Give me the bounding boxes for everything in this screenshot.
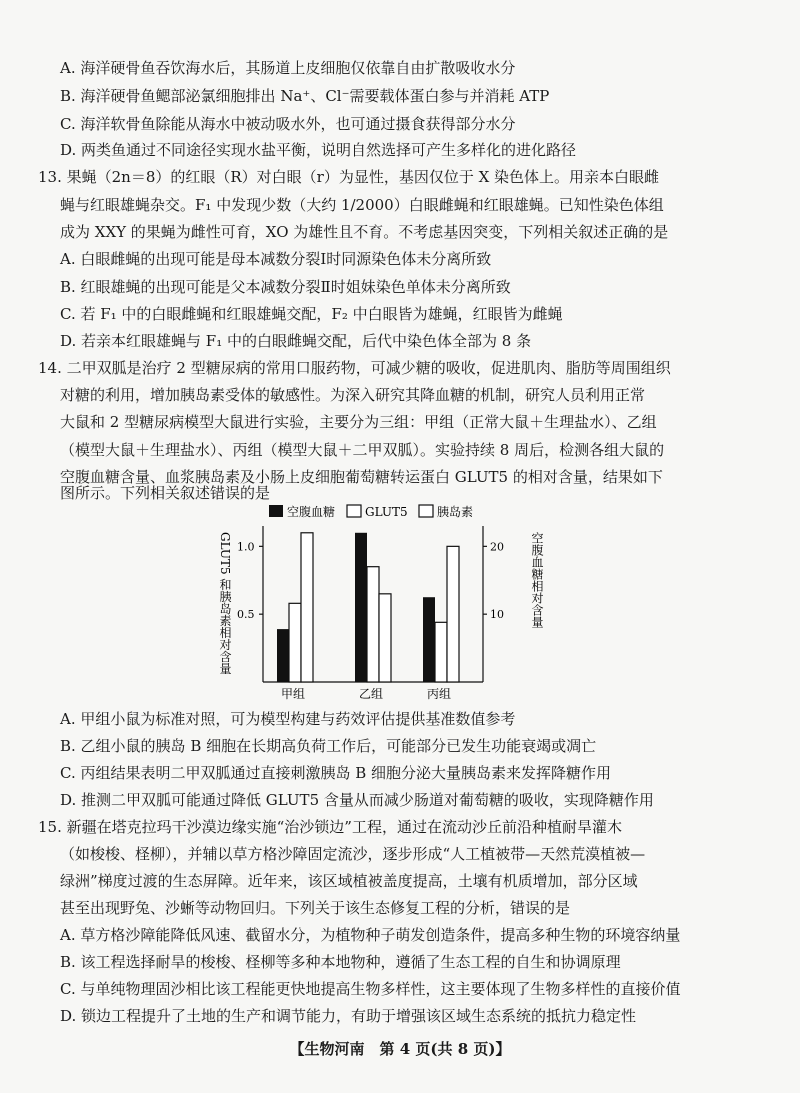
bar-chart	[215, 502, 545, 702]
bar-glucose-1	[277, 629, 289, 682]
bar-insulin-2	[379, 594, 391, 682]
left-tick-label: 0.5	[237, 608, 255, 622]
category-label: 乙组	[359, 687, 384, 701]
q14-stem-line-4: （模型大鼠＋生理盐水）、丙组（模型大鼠＋二甲双胍）。实验持续 8 周后，检测各组大鼠的	[60, 441, 665, 459]
legend-swatch-blood-glucose	[269, 505, 283, 517]
q14-option-b: B. 乙组小鼠的胰岛 B 细胞在长期高负荷工作后，可能部分已发生功能衰竭或凋亡	[60, 737, 597, 755]
legend-swatch-glut5	[347, 505, 361, 517]
q15-stem-line-2: （如梭梭、柽柳），并辅以草方格沙障固定流沙，逐步形成“人工植被带—天然荒漠植被—	[60, 845, 646, 863]
legend-label-glut5: GLUT5	[365, 505, 408, 519]
right-tick-label: 10	[490, 608, 504, 622]
q12-option-c: C. 海洋软骨鱼除能从海水中被动吸水外，也可通过摄食获得部分水分	[60, 115, 516, 133]
legend-swatch-insulin	[419, 505, 433, 517]
bar-glut5-3	[435, 622, 447, 682]
bar-glut5-1	[289, 603, 301, 682]
q12-option-d: D. 两类鱼通过不同途径实现水盐平衡，说明自然选择可产生多样化的进化路径	[60, 141, 577, 159]
q13-option-b: B. 红眼雄蝇的出现可能是父本减数分裂Ⅱ时姐妹染色单体未分离所致	[60, 278, 511, 296]
right-tick-label: 20	[490, 540, 504, 554]
q13-stem-line-3: 成为 XXY 的果蝇为雌性可育，XO 为雄性且不育。不考虑基因突变，下列相关叙述正确的是	[60, 223, 669, 241]
q15-option-b: B. 该工程选择耐旱的梭梭、柽柳等多种本地物种，遵循了生态工程的自生和协调原理	[60, 953, 621, 971]
q14-stem-line-5: 空腹血糖含量、血浆胰岛素及小肠上皮细胞葡萄糖转运蛋白 GLUT5 的相对含量，结果如下	[60, 468, 663, 486]
bar-insulin-1	[301, 533, 313, 682]
bar-glucose-2	[355, 533, 367, 682]
q13-stem-line-1: 13. 果蝇（2n＝8）的红眼（R）对白眼（r）为显性，基因仅位于 X 染色体上。用亲本白眼雌	[38, 168, 660, 186]
q15-stem-line-4: 甚至出现野兔、沙蜥等动物回归。下列关于该生态修复工程的分析，错误的是	[60, 899, 571, 917]
q14-stem-line-6: 图所示。下列相关叙述错误的是	[60, 484, 271, 502]
legend-label-blood-glucose: 空腹血糖	[287, 505, 336, 519]
q14-option-d: D. 推测二甲双胍可能通过降低 GLUT5 含量从而减少肠道对葡萄糖的吸收，实现降糖作用	[60, 791, 654, 809]
q14-stem-line-1: 14. 二甲双胍是治疗 2 型糖尿病的常用口服药物，可减少糖的吸收，促进肌肉、脂肪等周围组织	[38, 359, 671, 377]
q14-option-a: A. 甲组小鼠为标准对照，可为模型构建与药效评估提供基准数值参考	[60, 710, 516, 728]
bar-glut5-2	[367, 567, 379, 682]
chart-legend	[269, 504, 473, 519]
left-tick-label: 1.0	[237, 540, 255, 554]
q13-option-c: C. 若 F₁ 中的白眼雌蝇和红眼雄蝇交配，F₂ 中白眼皆为雄蝇，红眼皆为雌蝇	[60, 305, 563, 323]
q15-stem-line-3: 绿洲”梯度过渡的生态屏障。近年来，该区域植被盖度提高，土壤有机质增加，部分区域	[60, 872, 638, 890]
category-label: 甲组	[281, 687, 306, 701]
bar-insulin-3	[447, 546, 459, 682]
q15-stem-line-1: 15. 新疆在塔克拉玛干沙漠边缘实施“治沙锁边”工程，通过在流动沙丘前沿种植耐旱灌木	[38, 818, 622, 836]
q13-option-d: D. 若亲本红眼雄蝇与 F₁ 中的白眼雌蝇交配，后代中染色体全部为 8 条	[60, 332, 532, 350]
category-label: 丙组	[427, 687, 452, 701]
q14-stem-line-2: 对糖的利用，增加胰岛素受体的敏感性。为深入研究其降血糖的机制，研究人员利用正常	[60, 386, 646, 404]
bar-glucose-3	[423, 597, 435, 682]
page-footer: 【生物河南 第 4 页(共 8 页)】	[289, 1040, 511, 1058]
q13-option-a: A. 白眼雌蝇的出现可能是母本减数分裂Ⅰ时同源染色体未分离所致	[60, 250, 492, 268]
q12-option-a: A. 海洋硬骨鱼吞饮海水后，其肠道上皮细胞仅依靠自由扩散吸收水分	[60, 59, 516, 77]
q13-stem-line-2: 蝇与红眼雄蝇杂交。F₁ 中发现少数（大约 1/2000）白眼雌蝇和红眼雄蝇。已知性染色体组	[60, 196, 664, 214]
right-axis-label: 空腹血糖相对含量	[530, 532, 544, 628]
q15-option-a: A. 草方格沙障能降低风速、截留水分，为植物种子萌发创造条件，提高多种生物的环境容纳量	[60, 926, 681, 944]
q12-option-b: B. 海洋硬骨鱼鳃部泌氯细胞排出 Na⁺、Cl⁻需要载体蛋白参与并消耗 ATP	[60, 87, 550, 105]
q15-option-d: D. 锁边工程提升了土地的生产和调节能力，有助于增强该区域生态系统的抵抗力稳定性	[60, 1007, 637, 1025]
q15-option-c: C. 与单纯物理固沙相比该工程能更快地提高生物多样性，这主要体现了生物多样性的直接价值	[60, 980, 681, 998]
left-axis-label: GLUT5 和胰岛素相对含量	[218, 532, 232, 675]
q14-stem-line-3: 大鼠和 2 型糖尿病模型大鼠进行实验，主要分为三组：甲组（正常大鼠＋生理盐水）、乙组	[60, 413, 657, 431]
legend-label-insulin: 胰岛素	[437, 505, 474, 519]
q14-option-c: C. 丙组结果表明二甲双胍通过直接刺激胰岛 B 细胞分泌大量胰岛素来发挥降糖作用	[60, 764, 612, 782]
